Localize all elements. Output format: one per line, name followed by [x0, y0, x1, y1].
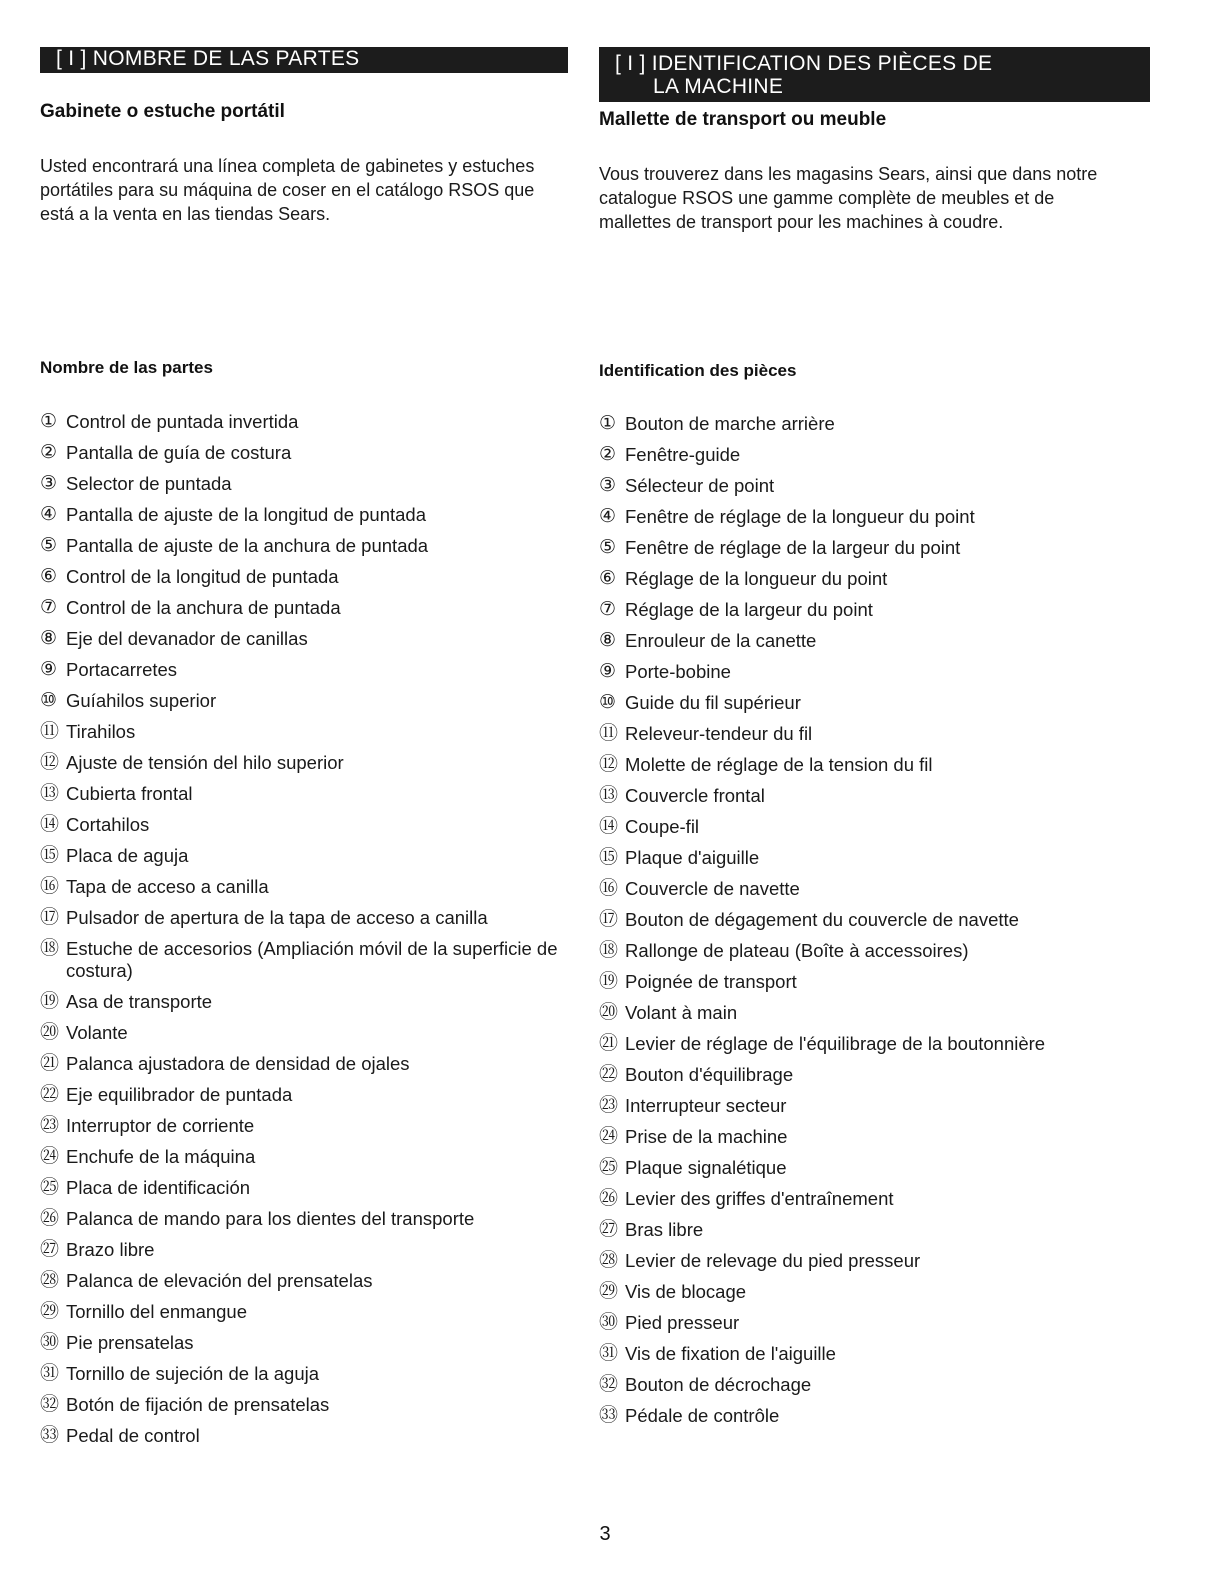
- item-number: ㉔: [599, 1126, 619, 1147]
- item-number: ⑯: [599, 878, 619, 899]
- list-item: [599, 940, 1159, 962]
- item-number: ㉚: [40, 1332, 60, 1353]
- list-title-fr: Identification des pièces: [599, 361, 797, 380]
- item-number: ④: [40, 504, 58, 525]
- list-item: [599, 909, 1159, 931]
- section-banner-fr: [599, 47, 1150, 102]
- list-item: [599, 1188, 1159, 1210]
- item-label: Pantalla de ajuste de la anchura de puntada: [66, 535, 429, 556]
- list-item: [599, 413, 1159, 435]
- list-item: [599, 878, 1159, 900]
- item-label: Botón de fijación de prensatelas: [66, 1394, 330, 1415]
- list-item: [40, 659, 560, 681]
- item-label: Pied presseur: [625, 1312, 740, 1333]
- item-number: ㉒: [40, 1084, 60, 1105]
- list-title-es: Nombre de las partes: [40, 358, 213, 377]
- intro-paragraph-es: Usted encontrará una línea completa de gabinetes y estuches portátiles para su máquina de coser en el catálogo RSOS que está a la venta en las tiendas Sears.: [40, 156, 535, 224]
- item-number: ③: [40, 473, 58, 494]
- item-number: ⑯: [40, 876, 60, 897]
- item-number: ⑧: [599, 630, 617, 651]
- item-label: Asa de transporte: [66, 991, 213, 1012]
- item-label: Palanca de mando para los dientes del transporte: [66, 1208, 475, 1229]
- item-label: Tornillo del enmangue: [66, 1301, 248, 1322]
- item-label: Enchufe de la máquina: [66, 1146, 256, 1167]
- list-item: [40, 1239, 560, 1261]
- item-number: ㉘: [40, 1270, 60, 1291]
- item-label: Palanca ajustadora de densidad de ojales: [66, 1053, 410, 1074]
- list-item: [40, 1053, 560, 1075]
- item-label: Pantalla de guía de costura: [66, 442, 292, 463]
- parts-list-es: [40, 411, 560, 1456]
- list-item: [40, 1332, 560, 1354]
- item-number: ㉓: [599, 1095, 619, 1116]
- list-item: [599, 661, 1159, 683]
- list-item: [40, 1394, 560, 1416]
- list-item: [40, 566, 560, 588]
- item-number: ⑦: [599, 599, 617, 620]
- item-label: Couvercle de navette: [625, 878, 800, 899]
- item-number: ⑥: [599, 568, 617, 589]
- list-item: [599, 785, 1159, 807]
- item-number: ⑬: [40, 783, 60, 804]
- section-banner-fr-line2: LA MACHINE: [653, 75, 784, 98]
- list-item: [599, 692, 1159, 714]
- item-number: ㉚: [599, 1312, 619, 1333]
- list-item: [40, 504, 560, 526]
- list-item: [599, 1033, 1159, 1055]
- item-label: Pulsador de apertura de la tapa de acceso a canilla: [66, 907, 488, 928]
- item-number: ㉜: [599, 1374, 619, 1395]
- item-number: ⑦: [40, 597, 58, 618]
- item-label: Fenêtre de réglage de la largeur du point: [625, 537, 961, 558]
- item-number: ㉒: [599, 1064, 619, 1085]
- item-label: Pédale de contrôle: [625, 1405, 780, 1426]
- list-item: [599, 1157, 1159, 1179]
- item-number: ㉗: [599, 1219, 619, 1240]
- list-item: [599, 754, 1159, 776]
- item-label: Bouton de marche arrière: [625, 413, 835, 434]
- list-item: [599, 1219, 1159, 1241]
- item-label: Portacarretes: [66, 659, 178, 680]
- item-label: Tornillo de sujeción de la aguja: [66, 1363, 320, 1384]
- item-number: ㉖: [599, 1188, 619, 1209]
- item-number: ⑲: [599, 971, 619, 992]
- item-label: Pie prensatelas: [66, 1332, 194, 1353]
- list-item: [40, 783, 560, 805]
- list-item: [40, 1208, 560, 1230]
- item-label: Bouton de décrochage: [625, 1374, 812, 1395]
- item-label: Tirahilos: [66, 721, 136, 742]
- item-number: ㉛: [599, 1343, 619, 1364]
- item-label: Estuche de accesorios (Ampliación móvil de la superficie de costura): [66, 938, 558, 981]
- list-item: [599, 599, 1159, 621]
- item-label: Control de la anchura de puntada: [66, 597, 341, 618]
- item-number: ⑤: [40, 535, 58, 556]
- list-item: [40, 721, 560, 743]
- item-label: Molette de réglage de la tension du fil: [625, 754, 933, 775]
- list-item: [599, 506, 1159, 528]
- item-number: ㉙: [40, 1301, 60, 1322]
- item-number: ⑭: [40, 814, 60, 835]
- list-item: [599, 475, 1159, 497]
- list-item: [599, 847, 1159, 869]
- item-label: Vis de blocage: [625, 1281, 747, 1302]
- item-number: ㉛: [40, 1363, 60, 1384]
- item-number: ㉝: [599, 1405, 619, 1426]
- item-number: ㉑: [40, 1053, 60, 1074]
- list-item: [40, 1084, 560, 1106]
- item-label: Placa de identificación: [66, 1177, 251, 1198]
- list-item: [40, 845, 560, 867]
- item-label: Ajuste de tensión del hilo superior: [66, 752, 344, 773]
- list-item: [40, 991, 560, 1013]
- item-label: Guide du fil supérieur: [625, 692, 801, 713]
- list-item: [599, 568, 1159, 590]
- item-number: ㉝: [40, 1425, 60, 1446]
- list-item: [599, 1126, 1159, 1148]
- item-label: Eje equilibrador de puntada: [66, 1084, 293, 1105]
- item-number: ②: [599, 444, 617, 465]
- list-item: [599, 971, 1159, 993]
- item-number: ⑭: [599, 816, 619, 837]
- item-number: ㉜: [40, 1394, 60, 1415]
- item-number: ⑩: [40, 690, 58, 711]
- item-label: Cortahilos: [66, 814, 150, 835]
- item-label: Fenêtre-guide: [625, 444, 741, 465]
- item-number: ㉙: [599, 1281, 619, 1302]
- list-item: [40, 938, 560, 982]
- item-label: Brazo libre: [66, 1239, 155, 1260]
- item-label: Coupe-fil: [625, 816, 700, 837]
- item-label: Releveur-tendeur du fil: [625, 723, 813, 744]
- item-label: Levier des griffes d'entraînement: [625, 1188, 894, 1209]
- item-number: ㉕: [599, 1157, 619, 1178]
- item-number: ⑰: [599, 909, 619, 930]
- item-number: ⑪: [40, 721, 60, 742]
- item-number: ③: [599, 475, 617, 496]
- item-number: ⑧: [40, 628, 58, 649]
- item-number: ⑳: [599, 1002, 619, 1023]
- item-number: ①: [599, 413, 617, 434]
- item-label: Palanca de elevación del prensatelas: [66, 1270, 373, 1291]
- intro-paragraph-fr: Vous trouverez dans les magasins Sears, ainsi que dans notre catalogue RSOS une gamme complète de meubles et de mallettes de transport pour les machines à coudre.: [599, 164, 1098, 232]
- list-item: [40, 1146, 560, 1168]
- item-number: ⑩: [599, 692, 617, 713]
- item-number: ⑱: [599, 940, 619, 961]
- item-number: ⑨: [40, 659, 58, 680]
- list-item: [40, 876, 560, 898]
- list-item: [599, 630, 1159, 652]
- item-number: ⑳: [40, 1022, 60, 1043]
- item-number: ㉕: [40, 1177, 60, 1198]
- item-label: Vis de fixation de l'aiguille: [625, 1343, 836, 1364]
- list-item: [40, 597, 560, 619]
- item-number: ⑥: [40, 566, 58, 587]
- item-number: ⑨: [599, 661, 617, 682]
- item-label: Levier de relevage du pied presseur: [625, 1250, 921, 1271]
- list-item: [599, 1281, 1159, 1303]
- item-label: Poignée de transport: [625, 971, 797, 992]
- item-number: ⑰: [40, 907, 60, 928]
- list-item: [599, 723, 1159, 745]
- item-label: Pantalla de ajuste de la longitud de puntada: [66, 504, 427, 525]
- list-item: [599, 1343, 1159, 1365]
- list-item: [599, 1002, 1159, 1024]
- item-label: Couvercle frontal: [625, 785, 765, 806]
- list-item: [599, 1064, 1159, 1086]
- item-number: ①: [40, 411, 58, 432]
- item-number: ⑲: [40, 991, 60, 1012]
- section-banner-fr-line1: [ I ] IDENTIFICATION DES PIÈCES DE: [615, 52, 993, 75]
- list-item: [40, 1425, 560, 1447]
- list-item: [40, 907, 560, 929]
- item-label: Volant à main: [625, 1002, 738, 1023]
- list-item: [40, 1022, 560, 1044]
- item-label: Control de la longitud de puntada: [66, 566, 339, 587]
- item-number: ②: [40, 442, 58, 463]
- item-label: Prise de la machine: [625, 1126, 788, 1147]
- item-label: Rallonge de plateau (Boîte à accessoires): [625, 940, 969, 961]
- item-label: Placa de aguja: [66, 845, 189, 866]
- subsection-title-fr: Mallette de transport ou meuble: [599, 109, 887, 130]
- page-number: 3: [599, 1523, 611, 1545]
- list-item: [40, 535, 560, 557]
- item-number: ⑬: [599, 785, 619, 806]
- item-number: ㉑: [599, 1033, 619, 1054]
- list-item: [40, 473, 560, 495]
- item-label: Enrouleur de la canette: [625, 630, 817, 651]
- parts-list-fr: [599, 413, 1159, 1436]
- item-label: Tapa de acceso a canilla: [66, 876, 269, 897]
- list-item: [40, 628, 560, 650]
- item-number: ㉔: [40, 1146, 60, 1167]
- list-item: [40, 814, 560, 836]
- item-label: Sélecteur de point: [625, 475, 775, 496]
- list-item: [599, 1374, 1159, 1396]
- item-number: ⑫: [40, 752, 60, 773]
- item-label: Interruptor de corriente: [66, 1115, 255, 1136]
- section-banner-es: [ I ] NOMBRE DE LAS PARTES: [40, 47, 568, 73]
- item-label: Bouton de dégagement du couvercle de navette: [625, 909, 1019, 930]
- list-item: [40, 1301, 560, 1323]
- list-item: [599, 1250, 1159, 1272]
- item-number: ⑪: [599, 723, 619, 744]
- list-item: [40, 1177, 560, 1199]
- list-item: [599, 1405, 1159, 1427]
- item-label: Eje del devanador de canillas: [66, 628, 308, 649]
- list-item: [40, 1363, 560, 1385]
- item-label: Selector de puntada: [66, 473, 232, 494]
- item-label: Porte-bobine: [625, 661, 731, 682]
- list-item: [599, 537, 1159, 559]
- item-number: ㉗: [40, 1239, 60, 1260]
- item-label: Pedal de control: [66, 1425, 200, 1446]
- list-item: [599, 816, 1159, 838]
- list-item: [40, 752, 560, 774]
- item-label: Bouton d'équilibrage: [625, 1064, 794, 1085]
- item-label: Cubierta frontal: [66, 783, 193, 804]
- item-label: Réglage de la longueur du point: [625, 568, 888, 589]
- item-number: ㉓: [40, 1115, 60, 1136]
- item-number: ⑫: [599, 754, 619, 775]
- item-label: Interrupteur secteur: [625, 1095, 787, 1116]
- item-number: ④: [599, 506, 617, 527]
- item-number: ㉖: [40, 1208, 60, 1229]
- list-item: [40, 411, 560, 433]
- list-item: [40, 442, 560, 464]
- item-label: Fenêtre de réglage de la longueur du point: [625, 506, 975, 527]
- item-label: Levier de réglage de l'équilibrage de la boutonnière: [625, 1033, 1046, 1054]
- list-item: [599, 444, 1159, 466]
- list-item: [599, 1312, 1159, 1334]
- item-number: ⑱: [40, 938, 60, 959]
- item-number: ㉘: [599, 1250, 619, 1271]
- list-item: [40, 1115, 560, 1137]
- item-label: Control de puntada invertida: [66, 411, 299, 432]
- list-item: [40, 1270, 560, 1292]
- item-number: ⑮: [599, 847, 619, 868]
- item-label: Bras libre: [625, 1219, 704, 1240]
- item-label: Guíahilos superior: [66, 690, 217, 711]
- item-label: Volante: [66, 1022, 128, 1043]
- item-number: ⑤: [599, 537, 617, 558]
- list-item: [599, 1095, 1159, 1117]
- item-label: Réglage de la largeur du point: [625, 599, 873, 620]
- item-label: Plaque signalétique: [625, 1157, 787, 1178]
- subsection-title-es: Gabinete o estuche portátil: [40, 101, 285, 122]
- list-item: [40, 690, 560, 712]
- item-label: Plaque d'aiguille: [625, 847, 760, 868]
- item-number: ⑮: [40, 845, 60, 866]
